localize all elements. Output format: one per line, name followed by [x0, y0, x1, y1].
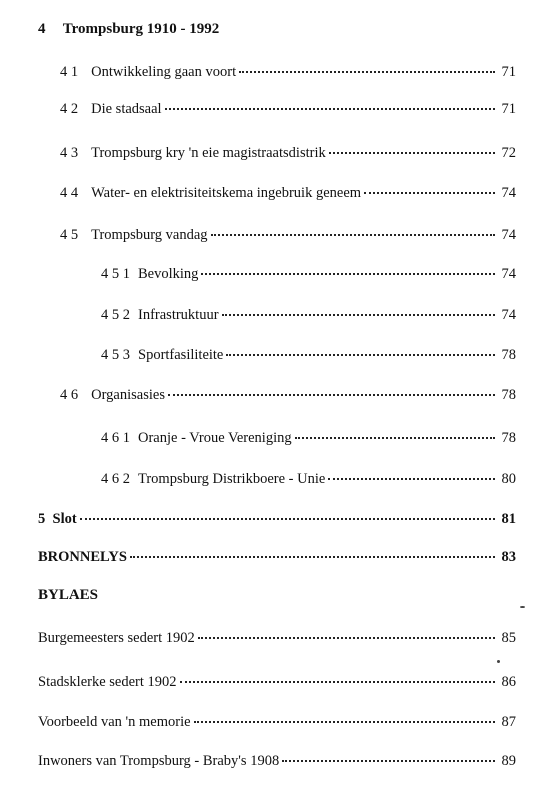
dot-leader — [328, 478, 495, 480]
entry-title: BRONNELYS — [38, 549, 127, 565]
entry-page: 71 — [501, 101, 516, 117]
entry-title: Trompsburg vandag — [91, 227, 208, 243]
toc-entry-4-5-1[interactable] — [101, 265, 516, 283]
entry-number: 4 6 — [60, 387, 79, 403]
toc-entry-4-1[interactable] — [60, 63, 516, 81]
toc-entry-4-2[interactable] — [60, 100, 516, 118]
toc-entry-bylae-3[interactable] — [38, 713, 516, 731]
dot-leader — [295, 437, 495, 439]
dot-leader — [282, 760, 495, 762]
dot-leader — [165, 108, 495, 110]
entry-title: Oranje - Vroue Vereniging — [138, 430, 292, 446]
entry-number: 4 6 1 — [101, 430, 130, 446]
toc-entry-4-4[interactable] — [60, 184, 516, 202]
dot-leader — [198, 637, 495, 639]
toc-entry-4-6[interactable] — [60, 386, 516, 404]
dot-leader — [201, 273, 495, 275]
dot-leader — [364, 192, 495, 194]
toc-entry-bronnelys[interactable] — [38, 548, 516, 566]
entry-title: Organisasies — [91, 387, 165, 403]
entry-page: 85 — [501, 630, 516, 646]
toc-entry-4-5[interactable] — [60, 226, 516, 244]
entry-page: 74 — [501, 307, 516, 323]
entry-number: 4 5 2 — [101, 307, 130, 323]
entry-title: Trompsburg Distrikboere - Unie — [138, 471, 326, 487]
entry-title: Water- en elektrisiteitskema ingebruik geneem — [91, 185, 362, 201]
entry-number: 4 3 — [60, 145, 79, 161]
entry-title: 5 Slot — [38, 511, 77, 527]
entry-title: Infrastruktuur — [138, 307, 219, 323]
entry-number: 4 6 2 — [101, 471, 130, 487]
entry-page: 78 — [501, 387, 516, 403]
entry-number: 4 5 1 — [101, 266, 130, 282]
dot-leader — [329, 152, 495, 154]
entry-page: 74 — [501, 266, 516, 282]
toc-entry-bylae-2[interactable] — [38, 673, 516, 691]
bylaes-heading: BYLAES — [38, 587, 99, 603]
dot-leader — [211, 234, 495, 236]
entry-page: 87 — [501, 714, 516, 730]
entry-title: Ontwikkeling gaan voort — [91, 64, 237, 80]
entry-number: 4 1 — [60, 64, 79, 80]
entry-page: 81 — [501, 511, 516, 527]
toc-entry-4-6-1[interactable] — [101, 429, 516, 447]
dot-leader — [180, 681, 495, 683]
dot-leader — [80, 518, 495, 520]
entry-page: 80 — [501, 471, 516, 487]
entry-number: 4 2 — [60, 101, 79, 117]
entry-page: 78 — [501, 347, 516, 363]
dot-leader — [226, 354, 495, 356]
chapter-number: 4 — [38, 21, 46, 37]
entry-page: 86 — [501, 674, 516, 690]
entry-number: 4 4 — [60, 185, 79, 201]
toc-entry-bylae-1[interactable] — [38, 629, 516, 647]
entry-page: 83 — [501, 549, 516, 565]
entry-page: 74 — [501, 227, 516, 243]
toc-entry-4-3[interactable] — [60, 144, 516, 162]
toc-entry-slot[interactable] — [38, 510, 516, 528]
toc-entry-4-5-2[interactable] — [101, 306, 516, 324]
chapter-title: Trompsburg 1910 - 1992 — [62, 21, 220, 37]
scan-speck — [497, 660, 500, 663]
entry-page: 71 — [501, 64, 516, 80]
toc-entry-bylae-4[interactable] — [38, 752, 516, 770]
dot-leader — [194, 721, 495, 723]
entry-title: Trompsburg kry 'n eie magistraatsdistrik — [91, 145, 326, 161]
entry-title: Die stadsaal — [91, 101, 162, 117]
dot-leader — [239, 71, 495, 73]
entry-page: 89 — [501, 753, 516, 769]
entry-page: 74 — [501, 185, 516, 201]
entry-title: Stadsklerke sedert 1902 — [38, 674, 177, 690]
entry-title: Voorbeeld van 'n memorie — [38, 714, 191, 730]
entry-title: Inwoners van Trompsburg - Braby's 1908 — [38, 753, 280, 769]
dot-leader — [130, 556, 495, 558]
toc-entry-4-6-2[interactable] — [101, 470, 516, 488]
dot-leader — [222, 314, 495, 316]
entry-number: 4 5 3 — [101, 347, 130, 363]
scan-speck — [520, 606, 525, 608]
dot-leader — [168, 394, 495, 396]
entry-title: Burgemeesters sedert 1902 — [38, 630, 195, 646]
entry-page: 78 — [501, 430, 516, 446]
chapter-heading — [38, 21, 219, 38]
entry-title: Sportfasiliteite — [138, 347, 224, 363]
entry-number: 4 5 — [60, 227, 79, 243]
toc-entry-4-5-3[interactable] — [101, 346, 516, 364]
entry-page: 72 — [501, 145, 516, 161]
entry-title: Bevolking — [138, 266, 199, 282]
